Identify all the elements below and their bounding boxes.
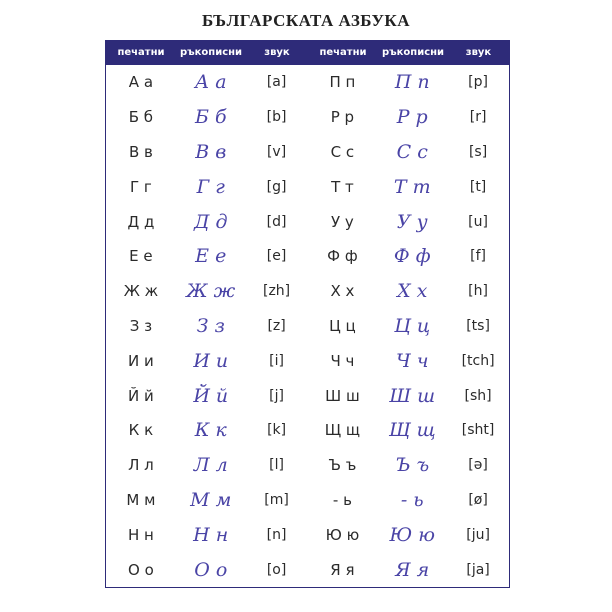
header-sound-right: звук <box>465 47 492 58</box>
sound-value: [tch] <box>461 352 495 369</box>
table-row <box>106 343 509 378</box>
sound-value: [i] <box>269 352 284 369</box>
cursive-letter: Ф ф <box>393 245 431 268</box>
page-title: БЪЛГАРСКАТА АЗБУКА <box>201 11 411 30</box>
sound-value: [k] <box>267 422 287 439</box>
sound-value: [a] <box>266 74 287 91</box>
table-header <box>106 41 509 65</box>
table-row <box>106 204 509 239</box>
printed-letter: - ь <box>332 490 352 509</box>
cursive-letter: А а <box>194 71 227 94</box>
cursive-letter: Д д <box>193 210 228 233</box>
header-printed-right: печатни <box>319 47 367 58</box>
table-row <box>106 517 509 552</box>
cursive-letter: М м <box>190 488 232 511</box>
table-row <box>106 100 509 135</box>
printed-letter: Й й <box>128 386 154 405</box>
printed-letter: Ц ц <box>329 316 356 335</box>
sound-value: [ja] <box>466 561 490 578</box>
sound-value: [j] <box>269 387 284 404</box>
cursive-letter: Л л <box>193 454 228 477</box>
sound-value: [d] <box>266 213 287 230</box>
table-row <box>106 274 509 309</box>
printed-letter: Щ щ <box>324 421 361 440</box>
sound-value: [ə] <box>468 457 488 474</box>
cursive-letter: Ш ш <box>389 384 436 407</box>
table-row <box>106 378 509 413</box>
header-cursive-left: ръкописни <box>179 47 243 58</box>
cursive-letter: З з <box>196 314 225 337</box>
cursive-letter: У у <box>396 210 428 233</box>
printed-letter: Т т <box>331 177 354 196</box>
sound-value: [m] <box>264 491 289 508</box>
sound-value: [ju] <box>466 526 490 543</box>
cursive-letter: Я я <box>395 558 430 581</box>
header-printed-left: печатни <box>117 47 165 58</box>
table-row <box>106 169 509 204</box>
cursive-letter: Ц ц <box>394 314 431 337</box>
printed-letter: Ю ю <box>325 525 360 544</box>
printed-letter: Д д <box>127 212 155 231</box>
sound-value: [v] <box>266 143 287 160</box>
printed-letter: Ш ш <box>325 386 360 405</box>
sound-value: [g] <box>266 178 287 195</box>
header-cursive-right: ръкописни <box>381 47 445 58</box>
printed-letter: К к <box>128 421 154 440</box>
printed-letter: П п <box>329 73 356 92</box>
cursive-letter: О о <box>194 558 228 581</box>
sound-value: [h] <box>468 283 488 300</box>
alphabet-table <box>105 40 510 588</box>
cursive-letter: И и <box>193 349 229 372</box>
sound-value: [t] <box>469 178 487 195</box>
sound-value: [p] <box>468 74 488 91</box>
printed-letter: М м <box>126 490 156 509</box>
printed-letter: Я я <box>330 560 355 579</box>
printed-letter: И и <box>128 351 154 370</box>
cursive-letter: Ъ ъ <box>395 454 430 477</box>
cursive-letter: Е е <box>195 245 227 268</box>
sound-value: [o] <box>266 561 287 578</box>
cursive-letter: - ь <box>400 488 424 511</box>
printed-letter: В в <box>128 142 153 161</box>
header-sound-left: звук <box>264 47 290 58</box>
cursive-letter: Ч ч <box>395 349 429 372</box>
printed-letter: О о <box>128 560 154 579</box>
cursive-letter: Г г <box>196 175 225 198</box>
printed-letter: А а <box>128 73 154 92</box>
table-body <box>106 65 509 587</box>
printed-letter: С с <box>330 142 355 161</box>
sound-value: [z] <box>267 317 286 334</box>
printed-letter: З з <box>129 316 153 335</box>
table-row <box>106 309 509 344</box>
cursive-letter: Щ щ <box>388 419 436 442</box>
printed-letter: У у <box>331 212 354 231</box>
table-row <box>106 65 509 100</box>
sound-value: [zh] <box>263 283 291 300</box>
cursive-letter: К к <box>194 419 227 442</box>
cursive-letter: Т т <box>393 175 431 198</box>
sound-value: [sh] <box>464 387 492 404</box>
printed-letter: Ж ж <box>123 282 159 301</box>
printed-letter: Г г <box>130 177 152 196</box>
sound-value: [n] <box>266 526 287 543</box>
printed-letter: Х х <box>330 282 355 301</box>
table-row <box>106 448 509 483</box>
printed-letter: Ъ ъ <box>328 456 357 475</box>
sound-value: [ts] <box>466 317 490 334</box>
printed-letter: Н н <box>127 525 154 544</box>
sound-value: [r] <box>469 109 487 126</box>
sound-value: [f] <box>470 248 486 265</box>
cursive-letter: В в <box>195 140 227 163</box>
printed-letter: Ч ч <box>330 351 355 370</box>
sound-value: [ø] <box>468 491 488 508</box>
cursive-letter: С с <box>396 140 428 163</box>
printed-letter: Л л <box>128 456 154 475</box>
cursive-letter: Н н <box>193 523 229 546</box>
printed-letter: Е е <box>129 247 153 266</box>
table-row <box>106 135 509 170</box>
table-row <box>106 483 509 518</box>
table-row <box>106 552 509 587</box>
sound-value: [u] <box>468 213 488 230</box>
cursive-letter: Б б <box>194 106 227 129</box>
sound-value: [s] <box>468 143 488 160</box>
printed-letter: Б б <box>128 108 154 127</box>
printed-letter: Ф ф <box>327 247 358 266</box>
cursive-letter: Й й <box>193 384 229 407</box>
sound-value: [l] <box>269 457 284 474</box>
table-row <box>106 239 509 274</box>
table-row <box>106 413 509 448</box>
sound-value: [sht] <box>461 422 495 439</box>
cursive-letter: Х х <box>397 280 428 303</box>
cursive-letter: Ю ю <box>389 523 435 546</box>
printed-letter: Р р <box>330 108 355 127</box>
sound-value: [e] <box>266 248 287 265</box>
cursive-letter: Р р <box>396 106 428 129</box>
cursive-letter: Ж ж <box>186 280 236 303</box>
sound-value: [b] <box>266 109 287 126</box>
cursive-letter: П п <box>394 71 430 94</box>
